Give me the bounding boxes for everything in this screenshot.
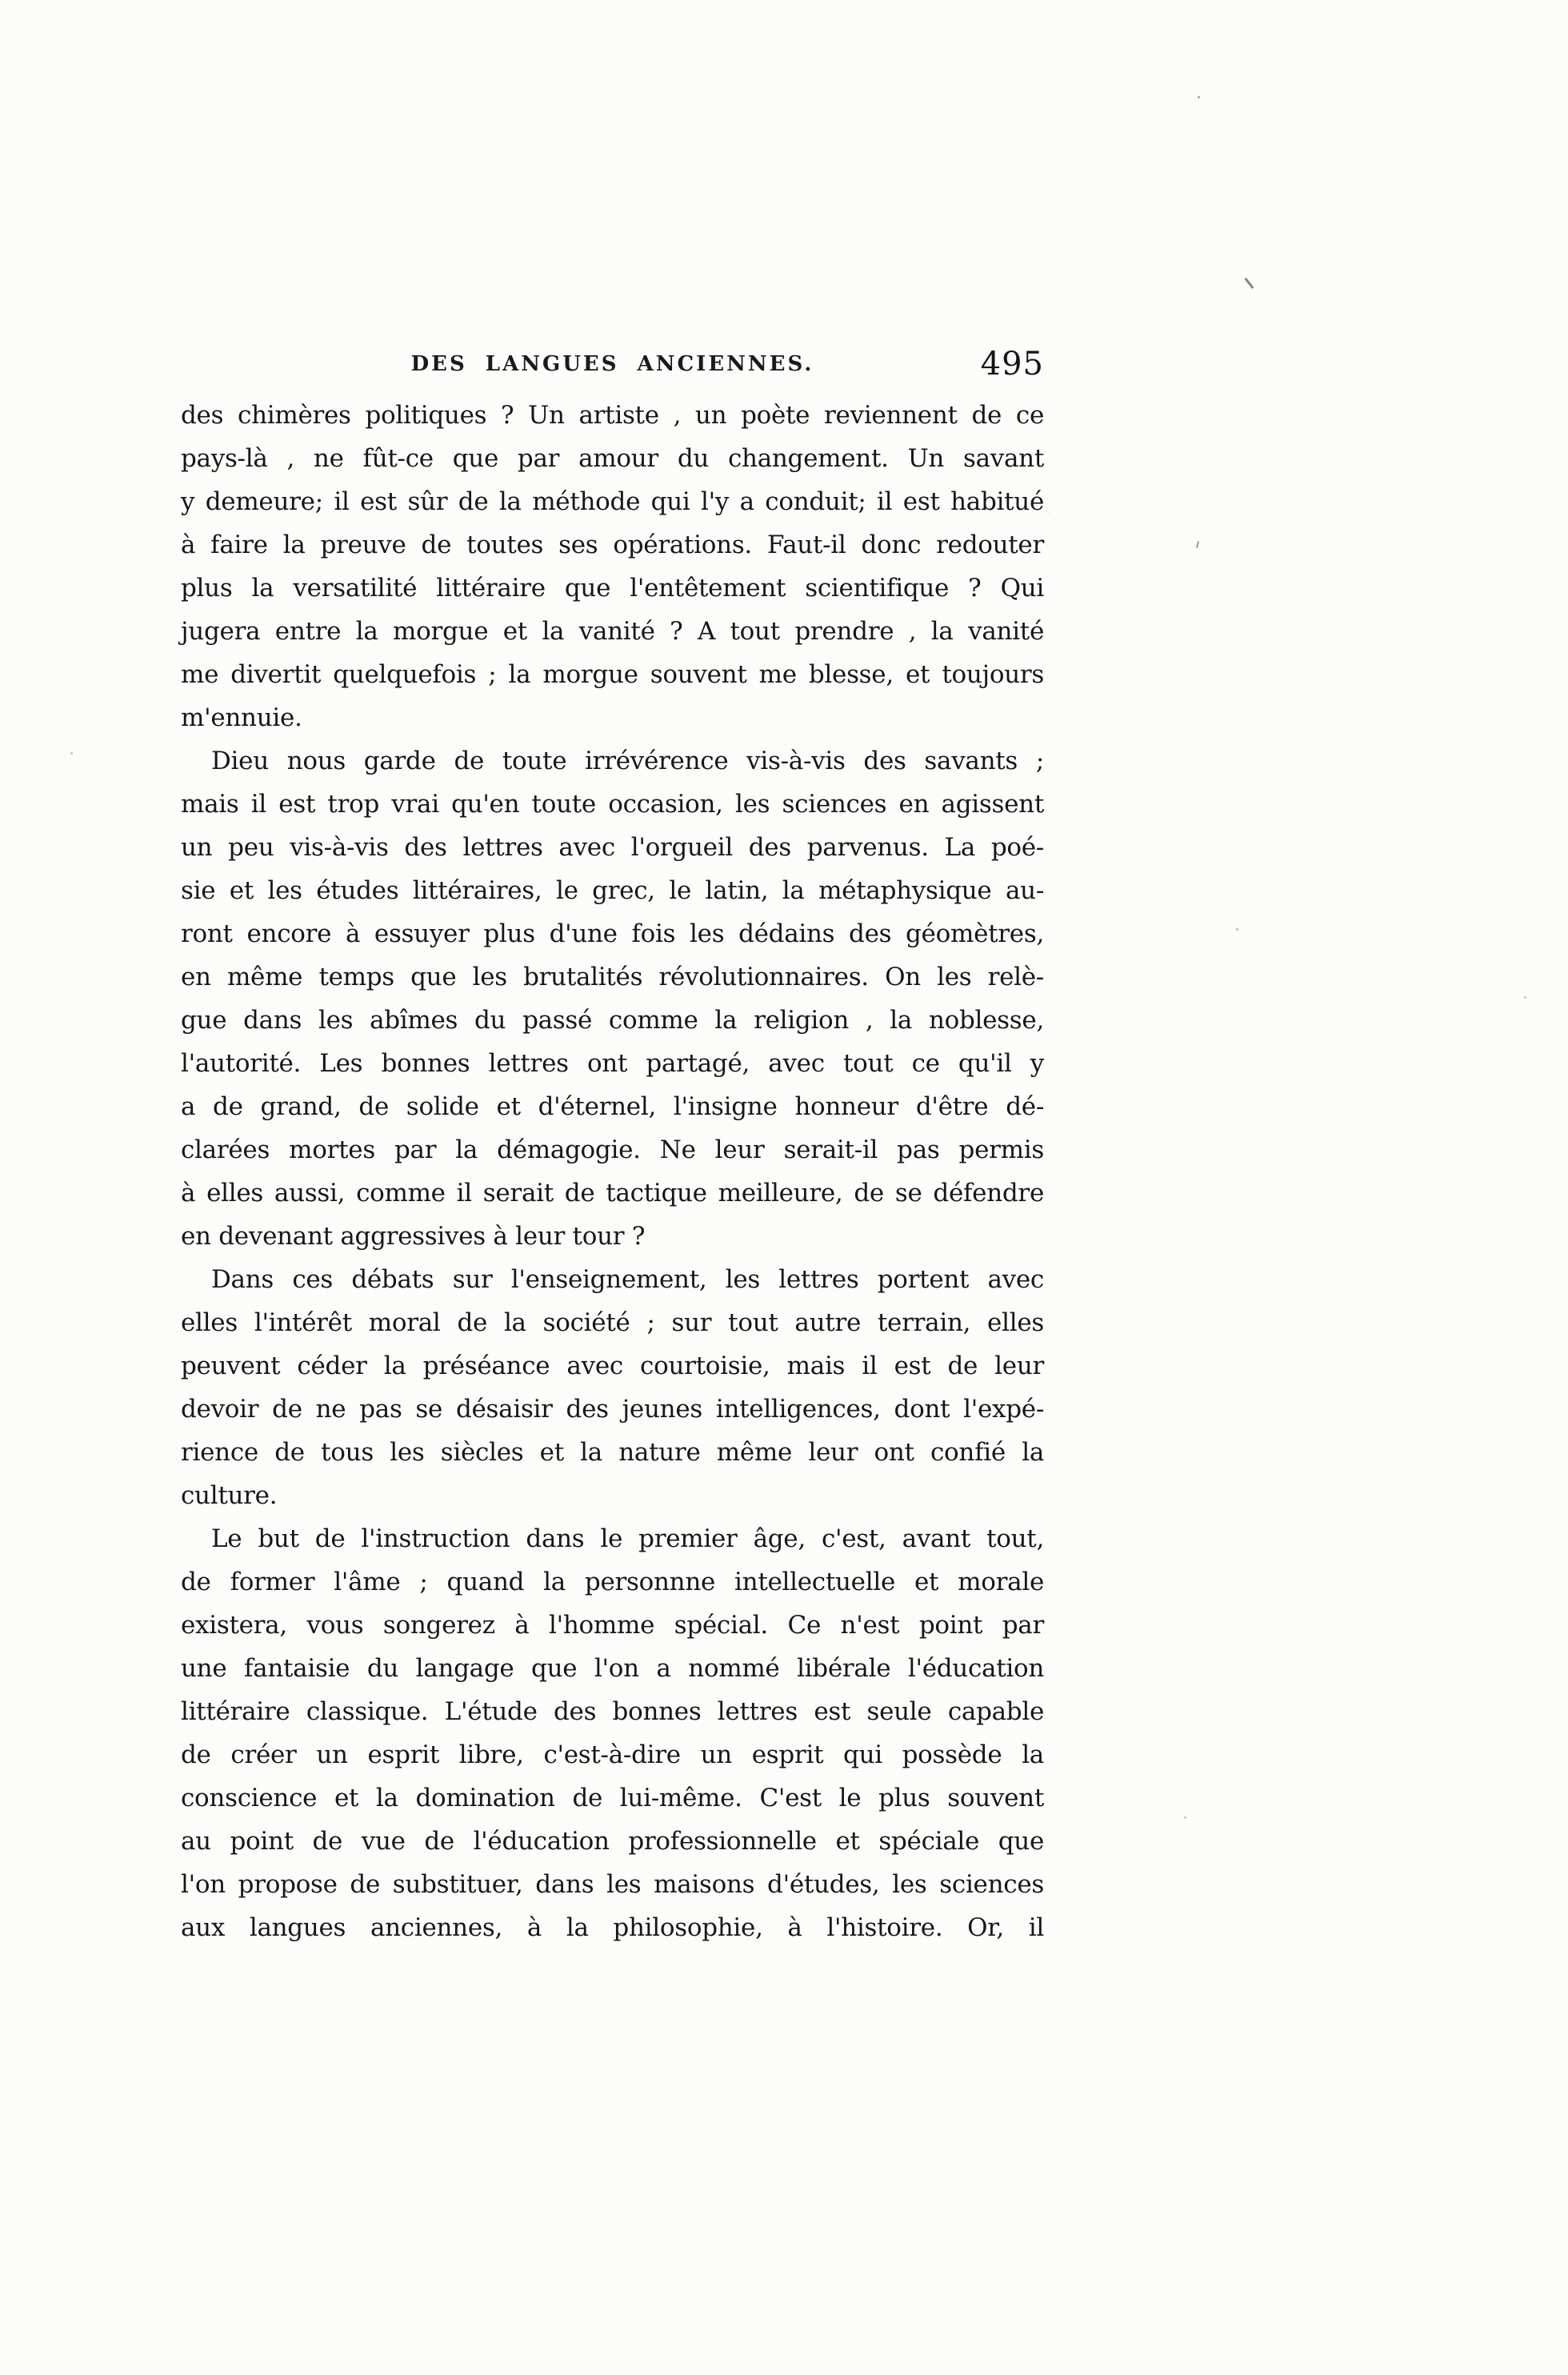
text-line: jugera entre la morgue et la vanité ? A tout prendre , la vanité bbox=[181, 617, 1044, 646]
text-line: me divertit quelquefois ; la morgue souvent me blesse, et toujours bbox=[181, 660, 1044, 689]
paragraph bbox=[181, 394, 1044, 739]
text-line: pays-là , ne fût-ce que par amour du changement. Un savant bbox=[181, 444, 1044, 473]
text-line: à faire la preuve de toutes ses opérations. Faut-il donc redouter bbox=[181, 531, 1044, 559]
scan-mark bbox=[1196, 541, 1199, 548]
text-line: aux langues anciennes, à la philosophie, à l'histoire. Or, il bbox=[181, 1913, 1044, 1942]
text-line: en même temps que les brutalités révolutionnaires. On les relè- bbox=[181, 963, 1044, 991]
text-line: culture. bbox=[181, 1481, 278, 1510]
text-line: elles l'intérêt moral de la société ; sur tout autre terrain, elles bbox=[181, 1308, 1044, 1337]
text-line: une fantaisie du langage que l'on a nommé libérale l'éducation bbox=[181, 1654, 1044, 1683]
paragraph bbox=[181, 1258, 1044, 1517]
scan-speckles bbox=[0, 0, 2, 2]
text-line: au point de vue de l'éducation professionnelle et spéciale que bbox=[181, 1827, 1044, 1856]
text-line: Le but de l'instruction dans le premier âge, c'est, avant tout, bbox=[211, 1524, 1044, 1553]
text-line: sie et les études littéraires, le grec, le latin, la métaphysique au- bbox=[181, 876, 1044, 905]
text-line: plus la versatilité littéraire que l'entêtement scientifique ? Qui bbox=[181, 574, 1044, 603]
text-line: y demeure; il est sûr de la méthode qui l'y a conduit; il est habitué bbox=[181, 487, 1044, 516]
text-line: conscience et la domination de lui-même. C'est le plus souvent bbox=[181, 1784, 1044, 1812]
running-title: DES LANGUES ANCIENNES. bbox=[410, 352, 814, 376]
text-line: en devenant aggressives à leur tour ? bbox=[181, 1222, 646, 1251]
scan-mark bbox=[1244, 278, 1254, 289]
text-line: gue dans les abîmes du passé comme la religion , la noblesse, bbox=[181, 1006, 1044, 1035]
text-line: rience de tous les siècles et la nature même leur ont confié la bbox=[181, 1438, 1044, 1467]
text-line: de créer un esprit libre, c'est-à-dire un esprit qui possède la bbox=[181, 1740, 1044, 1769]
text-line: m'ennuie. bbox=[181, 703, 302, 732]
text-line: peuvent céder la préséance avec courtoisie, mais il est de leur bbox=[181, 1352, 1044, 1380]
page-header bbox=[181, 346, 1044, 382]
text-line: Dans ces débats sur l'enseignement, les lettres portent avec bbox=[211, 1265, 1044, 1294]
text-line: mais il est trop vrai qu'en toute occasion, les sciences en agissent bbox=[181, 790, 1044, 819]
text-line: l'on propose de substituer, dans les maisons d'études, les sciences bbox=[181, 1870, 1044, 1899]
text-line: à elles aussi, comme il serait de tactique meilleure, de se défendre bbox=[181, 1179, 1044, 1208]
text-line: clarées mortes par la démagogie. Ne leur serait-il pas permis bbox=[181, 1135, 1044, 1164]
text-line: des chimères politiques ? Un artiste , un poète reviennent de ce bbox=[181, 401, 1044, 430]
text-line: Dieu nous garde de toute irrévérence vis-à-vis des savants ; bbox=[211, 747, 1044, 775]
body-text bbox=[181, 394, 1044, 1949]
paragraph bbox=[181, 739, 1044, 1258]
text-line: littéraire classique. L'étude des bonnes lettres est seule capable bbox=[181, 1697, 1044, 1726]
text-line: ront encore à essuyer plus d'une fois les dédains des géomètres, bbox=[181, 919, 1044, 948]
page-number: 495 bbox=[980, 346, 1044, 382]
text-line: de former l'âme ; quand la personnne intellectuelle et morale bbox=[181, 1568, 1044, 1596]
text-line: l'autorité. Les bonnes lettres ont partagé, avec tout ce qu'il y bbox=[181, 1049, 1044, 1078]
text-line: existera, vous songerez à l'homme spécial. Ce n'est point par bbox=[181, 1611, 1044, 1640]
text-line: devoir de ne pas se désaisir des jeunes intelligences, dont l'expé- bbox=[181, 1395, 1044, 1424]
paragraph bbox=[181, 1517, 1044, 1949]
text-line: a de grand, de solide et d'éternel, l'insigne honneur d'être dé- bbox=[181, 1092, 1044, 1121]
text-line: un peu vis-à-vis des lettres avec l'orgueil des parvenus. La poé- bbox=[181, 833, 1044, 862]
